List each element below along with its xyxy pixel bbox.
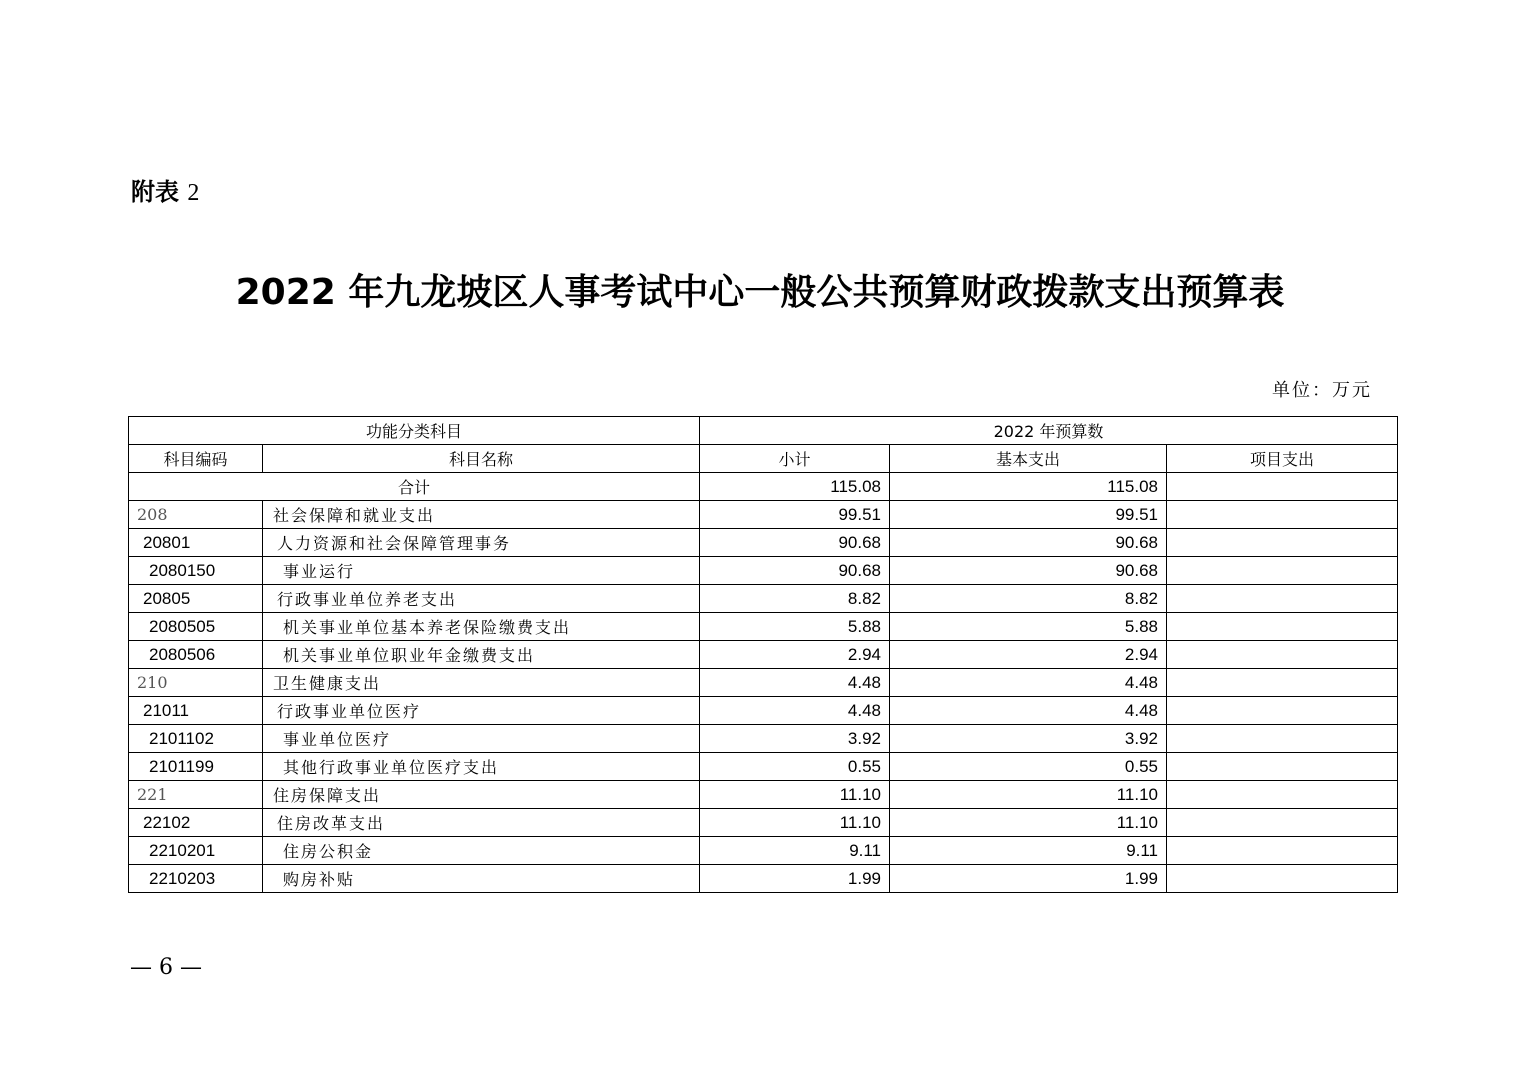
table-row <box>129 837 1398 865</box>
row-name: 住房改革支出 <box>263 809 700 837</box>
row-name: 行政事业单位养老支出 <box>263 585 700 613</box>
row-subtotal: 1.99 <box>700 865 890 893</box>
name-column-header: 科目名称 <box>263 445 700 473</box>
table-row <box>129 809 1398 837</box>
row-code: 2080505 <box>129 613 263 641</box>
total-subtotal: 115.08 <box>700 473 890 501</box>
budget-year-header: 2022 年预算数 <box>700 417 1398 445</box>
row-basic: 90.68 <box>890 557 1167 585</box>
row-code: 221 <box>129 781 263 809</box>
table-row <box>129 585 1398 613</box>
row-code: 2101102 <box>129 725 263 753</box>
row-code: 22102 <box>129 809 263 837</box>
row-name: 行政事业单位医疗 <box>263 697 700 725</box>
row-basic: 5.88 <box>890 613 1167 641</box>
row-project <box>1167 501 1398 529</box>
row-project <box>1167 865 1398 893</box>
row-project <box>1167 725 1398 753</box>
row-basic: 90.68 <box>890 529 1167 557</box>
row-name: 机关事业单位基本养老保险缴费支出 <box>263 613 700 641</box>
row-basic: 1.99 <box>890 865 1167 893</box>
row-subtotal: 11.10 <box>700 781 890 809</box>
table-row <box>129 865 1398 893</box>
row-project <box>1167 669 1398 697</box>
table-row <box>129 753 1398 781</box>
row-name: 人力资源和社会保障管理事务 <box>263 529 700 557</box>
row-code: 21011 <box>129 697 263 725</box>
row-basic: 11.10 <box>890 781 1167 809</box>
row-subtotal: 99.51 <box>700 501 890 529</box>
row-subtotal: 5.88 <box>700 613 890 641</box>
attachment-label-text: 附表 <box>131 178 179 206</box>
total-row <box>129 473 1398 501</box>
budget-table <box>128 416 1398 893</box>
row-subtotal: 2.94 <box>700 641 890 669</box>
row-basic: 2.94 <box>890 641 1167 669</box>
row-subtotal: 4.48 <box>700 669 890 697</box>
row-code: 2101199 <box>129 753 263 781</box>
row-code: 2210201 <box>129 837 263 865</box>
row-basic: 4.48 <box>890 697 1167 725</box>
column-header-row <box>129 445 1398 473</box>
subtotal-column-header: 小计 <box>700 445 890 473</box>
row-project <box>1167 613 1398 641</box>
row-project <box>1167 697 1398 725</box>
row-code: 208 <box>129 501 263 529</box>
row-name: 事业单位医疗 <box>263 725 700 753</box>
attachment-label <box>131 172 199 207</box>
project-column-header: 项目支出 <box>1167 445 1398 473</box>
row-basic: 8.82 <box>890 585 1167 613</box>
row-project <box>1167 809 1398 837</box>
row-subtotal: 90.68 <box>700 529 890 557</box>
row-name: 事业运行 <box>263 557 700 585</box>
attachment-number: 2 <box>187 180 200 206</box>
table-row <box>129 669 1398 697</box>
row-project <box>1167 837 1398 865</box>
unit-label: 单位：万元 <box>1272 380 1372 401</box>
row-project <box>1167 529 1398 557</box>
table-body <box>129 501 1398 893</box>
total-label: 合计 <box>129 473 700 501</box>
functional-classification-header: 功能分类科目 <box>129 417 700 445</box>
row-code: 20805 <box>129 585 263 613</box>
row-subtotal: 4.48 <box>700 697 890 725</box>
row-basic: 0.55 <box>890 753 1167 781</box>
group-header-row <box>129 417 1398 445</box>
code-column-header: 科目编码 <box>129 445 263 473</box>
row-subtotal: 11.10 <box>700 809 890 837</box>
total-project <box>1167 473 1398 501</box>
row-project <box>1167 753 1398 781</box>
total-basic: 115.08 <box>890 473 1167 501</box>
row-basic: 99.51 <box>890 501 1167 529</box>
row-subtotal: 8.82 <box>700 585 890 613</box>
row-project <box>1167 557 1398 585</box>
row-code: 210 <box>129 669 263 697</box>
table-row <box>129 613 1398 641</box>
row-project <box>1167 781 1398 809</box>
row-code: 2210203 <box>129 865 263 893</box>
table-row <box>129 557 1398 585</box>
document-title: 2022 年九龙坡区人事考试中心一般公共预算财政拨款支出预算表 <box>235 272 1285 313</box>
row-basic: 9.11 <box>890 837 1167 865</box>
row-basic: 3.92 <box>890 725 1167 753</box>
row-basic: 11.10 <box>890 809 1167 837</box>
row-code: 2080506 <box>129 641 263 669</box>
row-name: 住房保障支出 <box>263 781 700 809</box>
page-number: — 6 — <box>130 955 202 980</box>
row-subtotal: 3.92 <box>700 725 890 753</box>
row-project <box>1167 585 1398 613</box>
row-project <box>1167 641 1398 669</box>
table-row <box>129 641 1398 669</box>
table-row <box>129 781 1398 809</box>
row-code: 20801 <box>129 529 263 557</box>
row-subtotal: 0.55 <box>700 753 890 781</box>
row-name: 卫生健康支出 <box>263 669 700 697</box>
row-name: 住房公积金 <box>263 837 700 865</box>
table-row <box>129 697 1398 725</box>
row-subtotal: 9.11 <box>700 837 890 865</box>
table-row <box>129 725 1398 753</box>
basic-column-header: 基本支出 <box>890 445 1167 473</box>
row-basic: 4.48 <box>890 669 1167 697</box>
row-subtotal: 90.68 <box>700 557 890 585</box>
row-name: 其他行政事业单位医疗支出 <box>263 753 700 781</box>
table-row <box>129 501 1398 529</box>
row-name: 购房补贴 <box>263 865 700 893</box>
row-name: 社会保障和就业支出 <box>263 501 700 529</box>
row-code: 2080150 <box>129 557 263 585</box>
table-row <box>129 529 1398 557</box>
row-name: 机关事业单位职业年金缴费支出 <box>263 641 700 669</box>
